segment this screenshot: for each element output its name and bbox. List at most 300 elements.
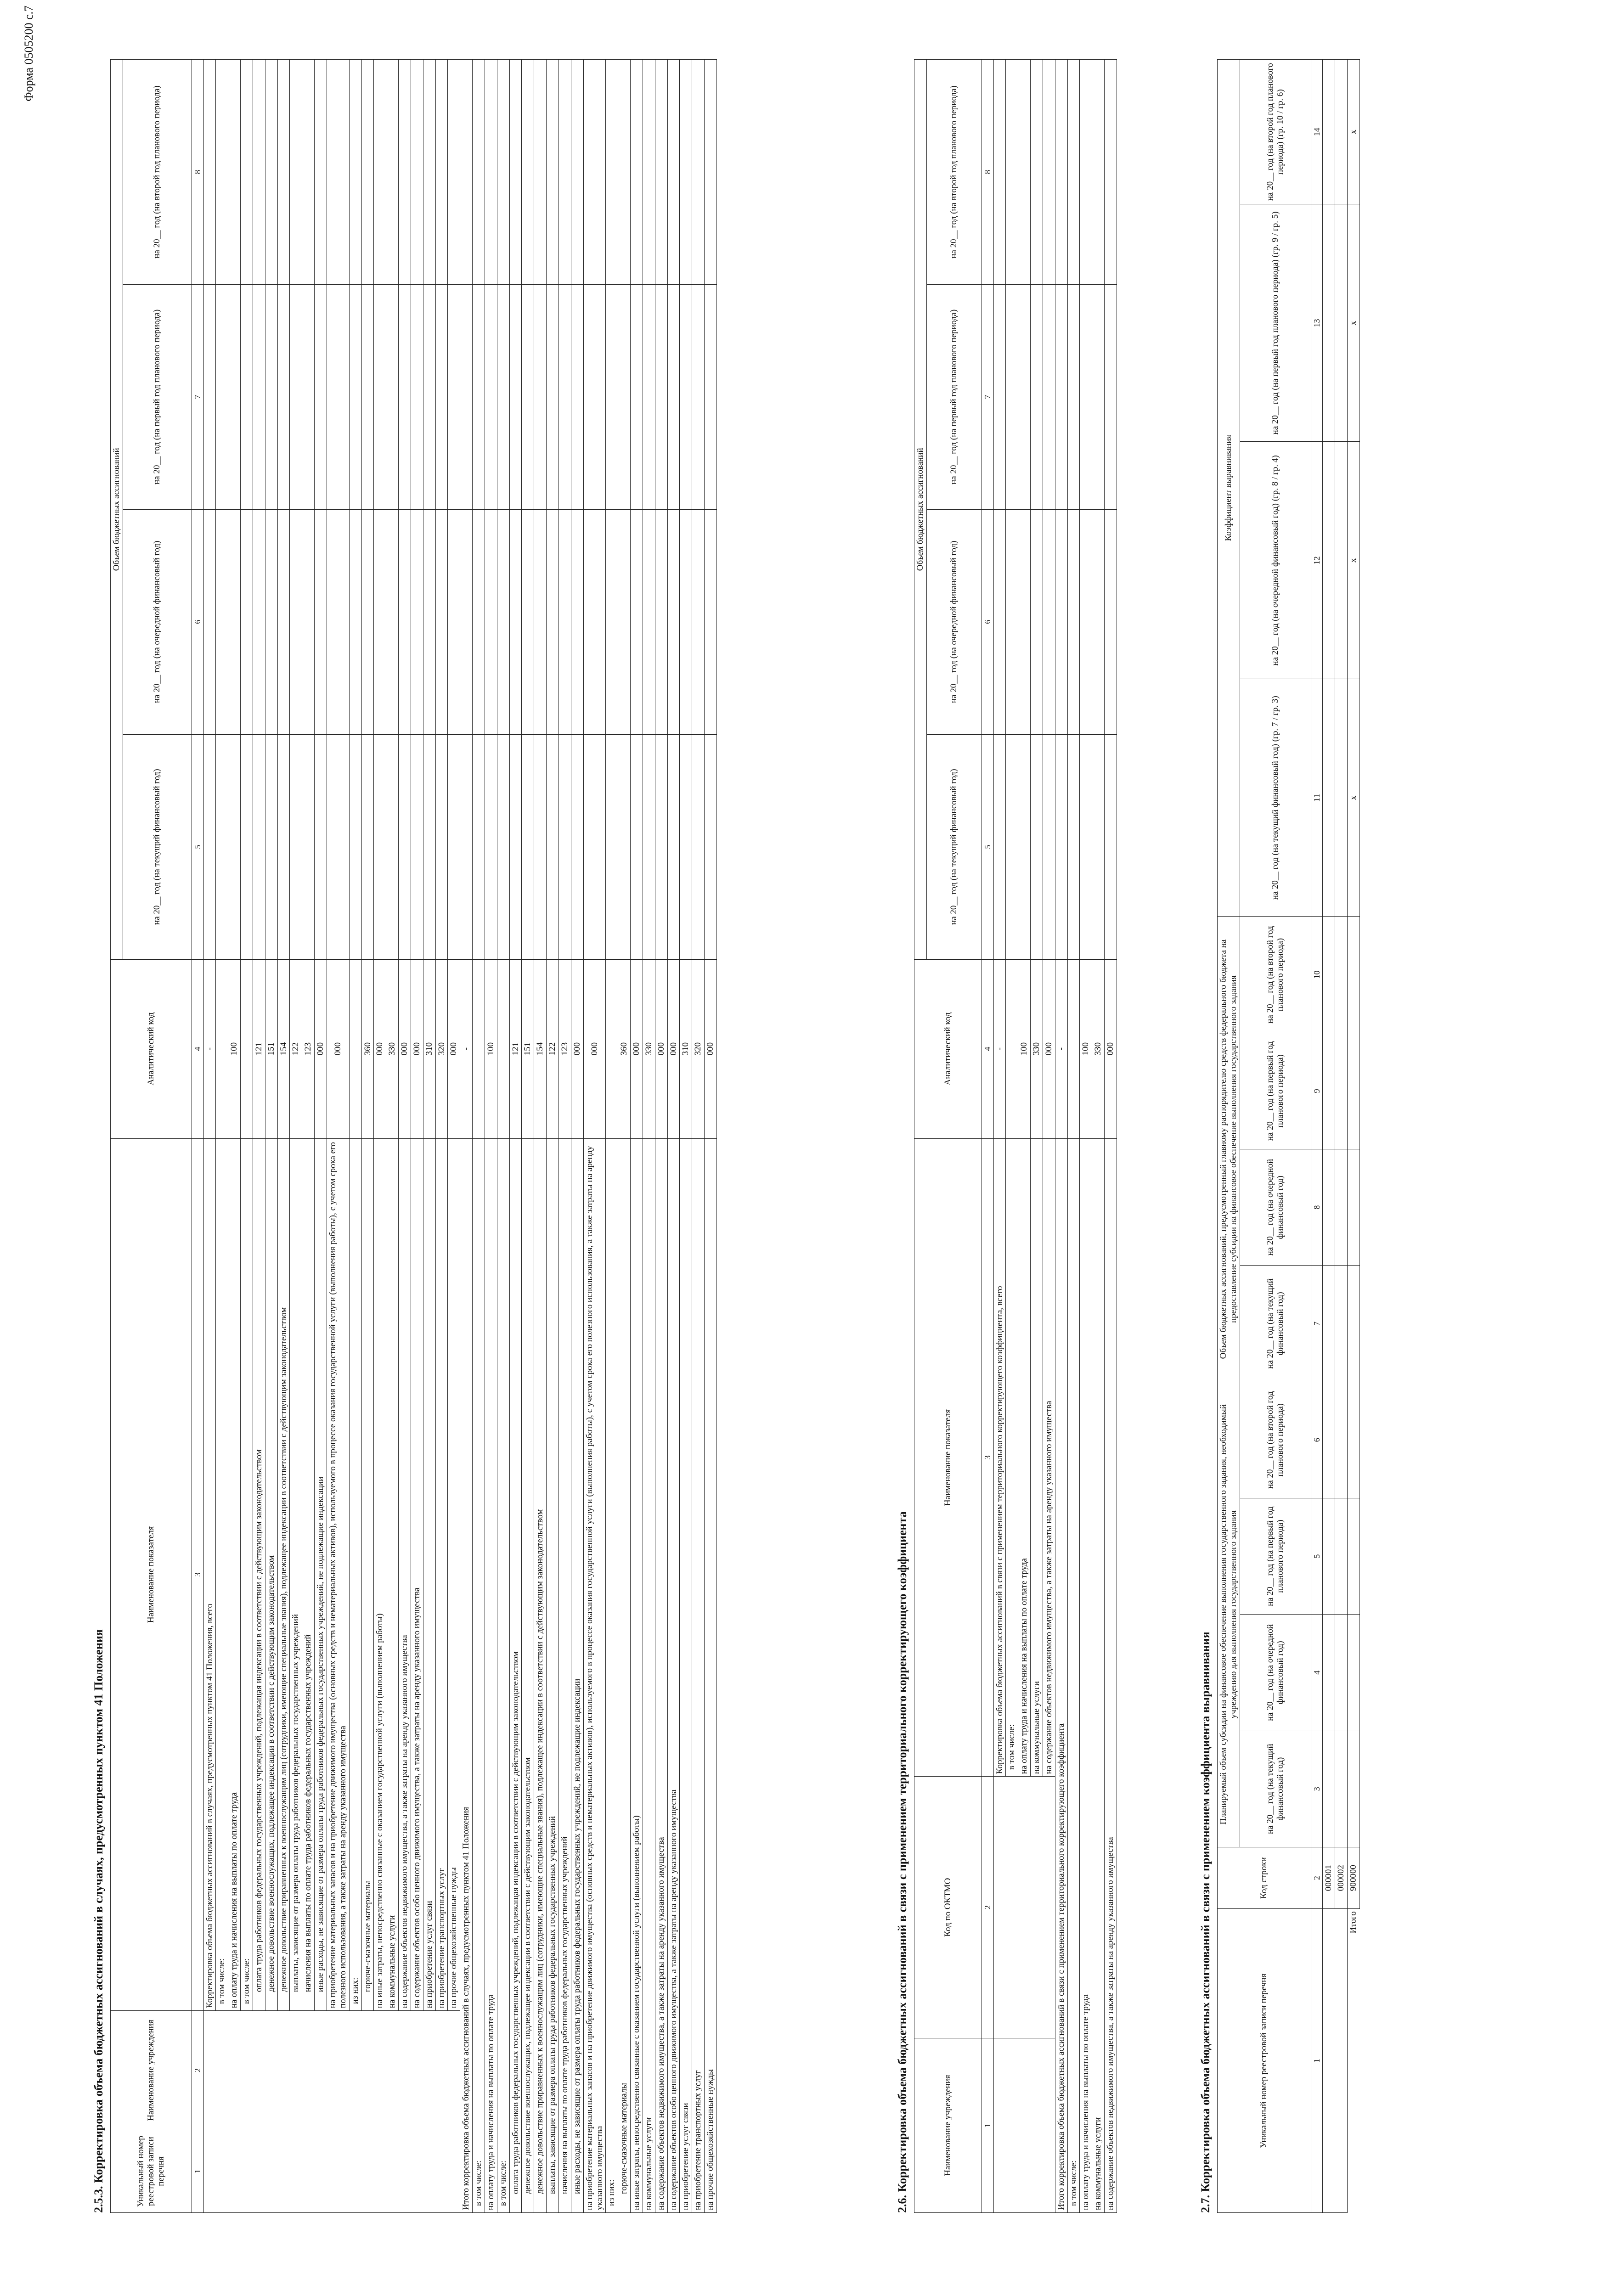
analytic-code: 330: [386, 959, 399, 1138]
indicator-name: Корректировка объема бюджетных ассигнований в связи с применением территориального корректирующего коэффициента, всего: [993, 1138, 1006, 1777]
col-header-row-code: Код строки: [1218, 1847, 1311, 1908]
col-header-group-planned-subsidy: Планируемый объем субсидии на финансовое обеспечение выполнения государственного задания, необходимый учреждению для выполнения государственного задания: [1218, 1382, 1240, 1847]
value-cell: [618, 734, 631, 959]
col-header-year-plan1: на 20__ год (на первый год планового периода): [926, 284, 982, 509]
value-cell: [497, 509, 509, 734]
value-cell: [374, 284, 386, 509]
value-cell: [1080, 509, 1092, 734]
col-header-year-next: на 20__ год (на очередной финансовый год): [123, 509, 192, 734]
analytic-code: 000: [1105, 959, 1117, 1138]
value-cell: [1006, 60, 1018, 285]
value-cell: [399, 509, 411, 734]
form-code: Форма 0505200 с.7: [22, 6, 35, 102]
total-table-row: [631, 60, 643, 2213]
value-cell: [241, 509, 253, 734]
value-cell: [411, 509, 423, 734]
value-cell: [680, 284, 692, 509]
value-cell: [1055, 509, 1067, 734]
total-table-row: [1080, 60, 1092, 2213]
value-cell: [618, 509, 631, 734]
total-table-row: [680, 60, 692, 2213]
value-cell: [1031, 284, 1043, 509]
value-cell: [1018, 284, 1031, 509]
col-header-year-current: на 20__ год (на текущий финансовый год): [1240, 1266, 1311, 1382]
analytic-code: [473, 959, 485, 1138]
value-cell: [1006, 284, 1018, 509]
total-table-row: [473, 60, 485, 2213]
value-cell: [386, 734, 399, 959]
indicator-name: на оплату труда и начисления на выплаты по оплате труда: [1018, 1138, 1031, 1777]
col-header-year-next: на 20__ год (на очередной финансовый год): [1240, 1149, 1311, 1266]
value-cell: [386, 60, 399, 285]
col-num: 4: [1311, 1615, 1323, 1731]
value-cell: [265, 734, 277, 959]
col-header-indicator-name: Наименование показателя: [111, 1138, 192, 2011]
value-cell: [1043, 734, 1055, 959]
table-row: [386, 60, 399, 2213]
value-cell: [680, 509, 692, 734]
table-row: [265, 60, 277, 2213]
value-cell: [277, 734, 290, 959]
value-cell: [485, 509, 497, 734]
col-header-year-current: на 20__ год (на текущий финансовый год): [123, 734, 192, 959]
value-cell: [667, 60, 680, 285]
value-cell: [547, 734, 559, 959]
value-cell: [583, 284, 606, 509]
analytic-code: 100: [228, 959, 241, 1138]
col-num: 4: [192, 959, 203, 1138]
indicator-name: горюче-смазочные материалы: [361, 1138, 374, 2011]
col-header-indicator-name: Наименование показателя: [914, 1138, 982, 1777]
value-cell: [1067, 284, 1080, 509]
value-cell: [374, 734, 386, 959]
analytic-code: [349, 959, 361, 1138]
value-cell: [618, 284, 631, 509]
total-table-row: [485, 60, 497, 2213]
section-2-6-table: [914, 59, 1117, 2213]
total-table-row: [606, 60, 618, 2213]
col-num: 7: [982, 284, 993, 509]
value-cell: [241, 60, 253, 285]
analytic-code: 151: [522, 959, 534, 1138]
value-cell: [547, 60, 559, 285]
indicator-name: на оплату труда и начисления на выплаты по оплате труда: [228, 1138, 241, 2011]
value-cell: [460, 284, 473, 509]
value-cell: [509, 509, 522, 734]
col-num: 6: [192, 509, 203, 734]
x-mark: x: [1348, 204, 1360, 442]
value-cell: [1043, 284, 1055, 509]
value-cell: [485, 60, 497, 285]
value-cell: [1092, 284, 1105, 509]
value-cell: [571, 60, 583, 285]
col-num: 2: [982, 1777, 993, 2038]
value-cell: [692, 284, 705, 509]
analytic-code: [216, 959, 228, 1138]
row-key-cell-2: [993, 1777, 1055, 2038]
column-numbers-row: [192, 60, 203, 2213]
total-table-row: [1067, 60, 1080, 2213]
total-indicator-name: на оплату труда и начисления на выплаты по оплате труда: [485, 1138, 497, 2212]
value-cell: [618, 60, 631, 285]
total-indicator-name: начисления на выплаты по оплате труда работников федеральных государственных учреждений: [559, 1138, 571, 2212]
analytic-code: 151: [265, 959, 277, 1138]
value-cell: [534, 284, 547, 509]
value-cell: [993, 60, 1006, 285]
row-code: 000001: [1323, 1847, 1335, 1908]
value-cell: [386, 509, 399, 734]
table-row: [228, 60, 241, 2213]
col-header-year-plan2: на 20__ год (на второй год планового периода): [1240, 917, 1311, 1033]
col-num: 9: [1311, 1033, 1323, 1149]
col-num: 8: [1311, 1149, 1323, 1266]
table-row: [253, 60, 265, 2213]
value-cell: [1080, 284, 1092, 509]
table-row: [241, 60, 253, 2213]
indicator-name: в том числе:: [216, 1138, 228, 2011]
col-header-coef-plan2: на 20__ год (на второй год планового периода) (гр. 10 / гр. 6): [1240, 60, 1311, 204]
col-header-institution-name: Наименование учреждения: [914, 2038, 982, 2213]
value-cell: [423, 60, 435, 285]
value-cell: [277, 60, 290, 285]
indicator-name: иные расходы, не зависящие от размера оплаты труда работников федеральных государственных учреждений, не подлежащие индексации: [315, 1138, 327, 2011]
value-cell: [631, 60, 643, 285]
value-cell: [399, 60, 411, 285]
value-cell: [547, 509, 559, 734]
value-cell: [361, 509, 374, 734]
total-label: Итого: [1348, 1911, 1359, 1934]
col-header-coef-plan1: на 20__ год (на первый год планового периода) (гр. 9 / гр. 5): [1240, 204, 1311, 442]
value-cell: [473, 60, 485, 285]
value-cell: [411, 284, 423, 509]
total-row-code: 900000: [1348, 1847, 1360, 1908]
total-indicator-name: на приобретение услуг связи: [680, 1138, 692, 2212]
col-num: 2: [192, 2011, 203, 2130]
value-cell: [692, 509, 705, 734]
value-cell: [509, 284, 522, 509]
indicator-name: на приобретение материальных запасов и на приобретение движимого имущества (основных средств и нематериальных активов), используемого в процессе оказания государственной услуги (выполнения работы), с учетом срока его полезного использования, а также затраты на аренду указанного имущества: [327, 1138, 349, 2011]
analytic-code: 000: [655, 959, 667, 1138]
value-cell: [583, 60, 606, 285]
value-cell: [241, 284, 253, 509]
table-row: [448, 60, 460, 2213]
analytic-code: [606, 959, 618, 1138]
value-cell: [327, 284, 349, 509]
col-num: 3: [982, 1138, 993, 1777]
indicator-name: денежное довольствие военнослужащих, подлежащее индексации в соответствии с действующим законодательством: [265, 1138, 277, 2011]
value-cell: [1067, 734, 1080, 959]
value-cell: [374, 509, 386, 734]
value-cell: [399, 734, 411, 959]
value-cell: [1092, 509, 1105, 734]
table-row: [435, 60, 448, 2213]
value-cell: [302, 734, 315, 959]
value-cell: [993, 734, 1006, 959]
analytic-code: 360: [361, 959, 374, 1138]
value-cell: [1092, 734, 1105, 959]
total-table-row: [559, 60, 571, 2213]
indicator-name: на содержание объектов недвижимого имущества, а также затраты на аренду указанного имущества: [399, 1138, 411, 2011]
value-cell: [228, 60, 241, 285]
value-cell: [485, 284, 497, 509]
table-row: [315, 60, 327, 2213]
analytic-code: 360: [618, 959, 631, 1138]
value-cell: [1055, 60, 1067, 285]
analytic-code: [497, 959, 509, 1138]
total-indicator-name: иные расходы, не зависящие от размера оплаты труда работников федеральных государственных учреждений, не подлежащие индексации: [571, 1138, 583, 2212]
section-2-5-3-title: 2.5.3. Корректировка объема бюджетных ассигнований в случаях, предусмотренных пунктом 41 Положения: [92, 1629, 105, 2213]
value-cell: [1105, 60, 1117, 285]
col-header-group-allocations: Объем бюджетных ассигнований, предусмотренный главному распорядителю средств федерального бюджета на предоставление субсидии на финансовое обеспечение выполнения государственного задания: [1218, 917, 1240, 1382]
analytic-code: 122: [290, 959, 302, 1138]
table-row: [423, 60, 435, 2213]
total-indicator-name: на коммунальные услуги: [643, 1138, 655, 2212]
analytic-code: 310: [423, 959, 435, 1138]
analytic-code: -: [1055, 959, 1067, 1138]
value-cell: [228, 284, 241, 509]
analytic-code: 000: [411, 959, 423, 1138]
analytic-code: -: [203, 959, 216, 1138]
value-cell: [534, 509, 547, 734]
value-cell: [559, 734, 571, 959]
col-num: 3: [192, 1138, 203, 2011]
value-cell: [1018, 509, 1031, 734]
total-table-row: [643, 60, 655, 2213]
registry-number-cell: [1323, 1909, 1348, 2213]
value-cell: [448, 509, 460, 734]
col-header-group-equalization: Коэффициент выравнивания: [1218, 60, 1240, 917]
col-header-group-budget: Объем бюджетных ассигнований: [111, 60, 123, 960]
column-numbers-row: [1311, 60, 1323, 2213]
value-cell: [643, 734, 655, 959]
indicator-name: на содержание объектов особо ценного движимого имущества, а также затраты на аренду указанного имущества: [411, 1138, 423, 2011]
value-cell: [374, 60, 386, 285]
x-mark: x: [1348, 60, 1360, 204]
value-cell: [643, 60, 655, 285]
value-cell: [705, 509, 717, 734]
col-num: 13: [1311, 204, 1323, 442]
analytic-code: [241, 959, 253, 1138]
value-cell: [705, 60, 717, 285]
analytic-code: 100: [1080, 959, 1092, 1138]
value-cell: [203, 734, 216, 959]
analytic-code: 100: [485, 959, 497, 1138]
value-cell: [1055, 284, 1067, 509]
analytic-code: 000: [315, 959, 327, 1138]
total-indicator-name: оплата труда работников федеральных государственных учреждений, подлежащая индексации в соответствии с действующим законодательством: [509, 1138, 522, 2212]
value-cell: [203, 60, 216, 285]
value-cell: [265, 60, 277, 285]
indicator-name: Корректировка объема бюджетных ассигнований в случаях, предусмотренных пунктом 41 Положения, всего: [203, 1138, 216, 2011]
value-cell: [509, 734, 522, 959]
value-cell: [522, 509, 534, 734]
indicator-name: начисления на выплаты по оплате труда работников федеральных государственных учреждений: [302, 1138, 315, 2011]
col-num: 12: [1311, 442, 1323, 679]
value-cell: [606, 734, 618, 959]
col-num: 5: [192, 734, 203, 959]
analytic-code: 154: [277, 959, 290, 1138]
value-cell: [228, 509, 241, 734]
value-cell: [435, 60, 448, 285]
value-cell: [361, 734, 374, 959]
col-header-year-plan1: на 20__ год (на первый год планового периода): [123, 284, 192, 509]
analytic-code: 000: [571, 959, 583, 1138]
value-cell: [1105, 734, 1117, 959]
value-cell: [327, 60, 349, 285]
total-table-row: [497, 60, 509, 2213]
indicator-name: на прочие общехозяйственные нужды: [448, 1138, 460, 2011]
col-header-coef-current: на 20__ год (на текущий финансовый год) (гр. 7 / гр. 3): [1240, 679, 1311, 917]
value-cell: [509, 60, 522, 285]
row-key-cell-2: [203, 2011, 460, 2130]
value-cell: [216, 509, 228, 734]
value-cell: [571, 734, 583, 959]
value-cell: [705, 284, 717, 509]
value-cell: [327, 509, 349, 734]
total-indicator-name: на приобретение транспортных услуг: [692, 1138, 705, 2212]
table-row: [1323, 60, 1335, 2213]
section-2-5-3-table: [110, 59, 717, 2213]
value-cell: [534, 60, 547, 285]
total-table-row: [705, 60, 717, 2213]
value-cell: [216, 734, 228, 959]
indicator-name: на иные затраты, непосредственно связанные с оказанием государственной услуги (выполнением работы): [374, 1138, 386, 2011]
col-num: 10: [1311, 917, 1323, 1033]
analytic-code: 310: [680, 959, 692, 1138]
value-cell: [460, 60, 473, 285]
total-indicator-name: выплаты, зависящие от размера оплаты труда работников федеральных государственных учреждений: [547, 1138, 559, 2212]
value-cell: [315, 734, 327, 959]
col-header-institution-name: Наименование учреждения: [111, 2011, 192, 2130]
value-cell: [302, 509, 315, 734]
total-indicator-name: в том числе:: [1067, 1138, 1080, 2212]
table-row: [277, 60, 290, 2213]
value-cell: [1092, 60, 1105, 285]
value-cell: [315, 60, 327, 285]
value-cell: [361, 60, 374, 285]
col-header-year-current: на 20__ год (на текущий финансовый год): [926, 734, 982, 959]
value-cell: [680, 734, 692, 959]
value-cell: [265, 509, 277, 734]
analytic-code: 122: [547, 959, 559, 1138]
value-cell: [386, 284, 399, 509]
value-cell: [448, 284, 460, 509]
value-cell: [993, 509, 1006, 734]
table-row: [216, 60, 228, 2213]
value-cell: [1018, 60, 1031, 285]
value-cell: [655, 509, 667, 734]
value-cell: [1043, 60, 1055, 285]
value-cell: [349, 734, 361, 959]
total-table-row: [667, 60, 680, 2213]
section-2-7-title: 2.7. Корректировка объема бюджетных ассигнований в связи с применением коэффициента выравнивания: [1199, 1632, 1212, 2213]
table-row: [411, 60, 423, 2213]
total-table-row: [534, 60, 547, 2213]
value-cell: [1067, 509, 1080, 734]
value-cell: [606, 509, 618, 734]
indicator-name: оплата труда работников федеральных государственных учреждений, подлежащая индексации в соответствии с действующим законодательством: [253, 1138, 265, 2011]
value-cell: [1031, 734, 1043, 959]
indicator-name: на коммунальные услуги: [386, 1138, 399, 2011]
analytic-code: 000: [327, 959, 349, 1138]
value-cell: [203, 509, 216, 734]
col-num: 1: [982, 2038, 993, 2213]
col-num: 4: [982, 959, 993, 1138]
col-header-year-plan2: на 20__ год (на второй год планового периода): [926, 60, 982, 285]
total-table-row: [655, 60, 667, 2213]
total-table-row: [692, 60, 705, 2213]
value-cell: [667, 734, 680, 959]
value-cell: [497, 734, 509, 959]
indicator-name: денежное довольствие приравненных к военнослужащим лиц (сотрудники, имеющие специальные звания), подлежащее индексации в соответствии с действующим законодательством: [277, 1138, 290, 2011]
analytic-code: -: [460, 959, 473, 1138]
analytic-code: 330: [1092, 959, 1105, 1138]
value-cell: [1018, 734, 1031, 959]
table-row: [327, 60, 349, 2213]
value-cell: [1055, 734, 1067, 959]
x-mark: x: [1348, 679, 1360, 917]
value-cell: [435, 509, 448, 734]
analytic-code: 123: [559, 959, 571, 1138]
col-num: 7: [192, 284, 203, 509]
col-num: 6: [1311, 1382, 1323, 1498]
value-cell: [606, 60, 618, 285]
value-cell: [667, 509, 680, 734]
table-row: [349, 60, 361, 2213]
col-header-analytic-code: Аналитический код: [111, 959, 192, 1138]
col-header-year-next: на 20__ год (на очередной финансовый год): [1240, 1615, 1311, 1731]
analytic-code: 123: [302, 959, 315, 1138]
value-cell: [448, 60, 460, 285]
total-table-row: [583, 60, 606, 2213]
analytic-code: 000: [1043, 959, 1055, 1138]
total-indicator-name: на содержание объектов особо ценного движимого имущества, а также затраты на аренду указанного имущества: [667, 1138, 680, 2212]
table-row: [399, 60, 411, 2213]
value-cell: [448, 734, 460, 959]
value-cell: [559, 60, 571, 285]
value-cell: [655, 734, 667, 959]
value-cell: [411, 60, 423, 285]
col-num: 5: [1311, 1498, 1323, 1614]
value-cell: [606, 284, 618, 509]
total-indicator-name: денежное довольствие приравненных к военнослужащим лиц (сотрудники, имеющие специальные звания), подлежащее индексации в соответствии с действующим законодательством: [534, 1138, 547, 2212]
value-cell: [277, 284, 290, 509]
value-cell: [290, 509, 302, 734]
analytic-code: 154: [534, 959, 547, 1138]
analytic-code: 000: [374, 959, 386, 1138]
analytic-code: 320: [435, 959, 448, 1138]
value-cell: [315, 509, 327, 734]
col-num: 3: [1311, 1731, 1323, 1847]
value-cell: [643, 284, 655, 509]
value-cell: [643, 509, 655, 734]
col-header-registry-number: Уникальный номер реестровой записи перечня: [111, 2130, 192, 2213]
row-key-cell: [993, 2038, 1055, 2213]
value-cell: [1067, 60, 1080, 285]
total-table-row: [460, 60, 473, 2213]
value-cell: [435, 734, 448, 959]
analytic-code: [1067, 959, 1080, 1138]
total-row: [1348, 60, 1360, 2213]
table-row: [993, 60, 1006, 2213]
value-cell: [667, 284, 680, 509]
value-cell: [253, 734, 265, 959]
value-cell: [216, 284, 228, 509]
value-cell: [473, 284, 485, 509]
x-mark: x: [1348, 442, 1360, 679]
value-cell: [349, 60, 361, 285]
value-cell: [473, 734, 485, 959]
